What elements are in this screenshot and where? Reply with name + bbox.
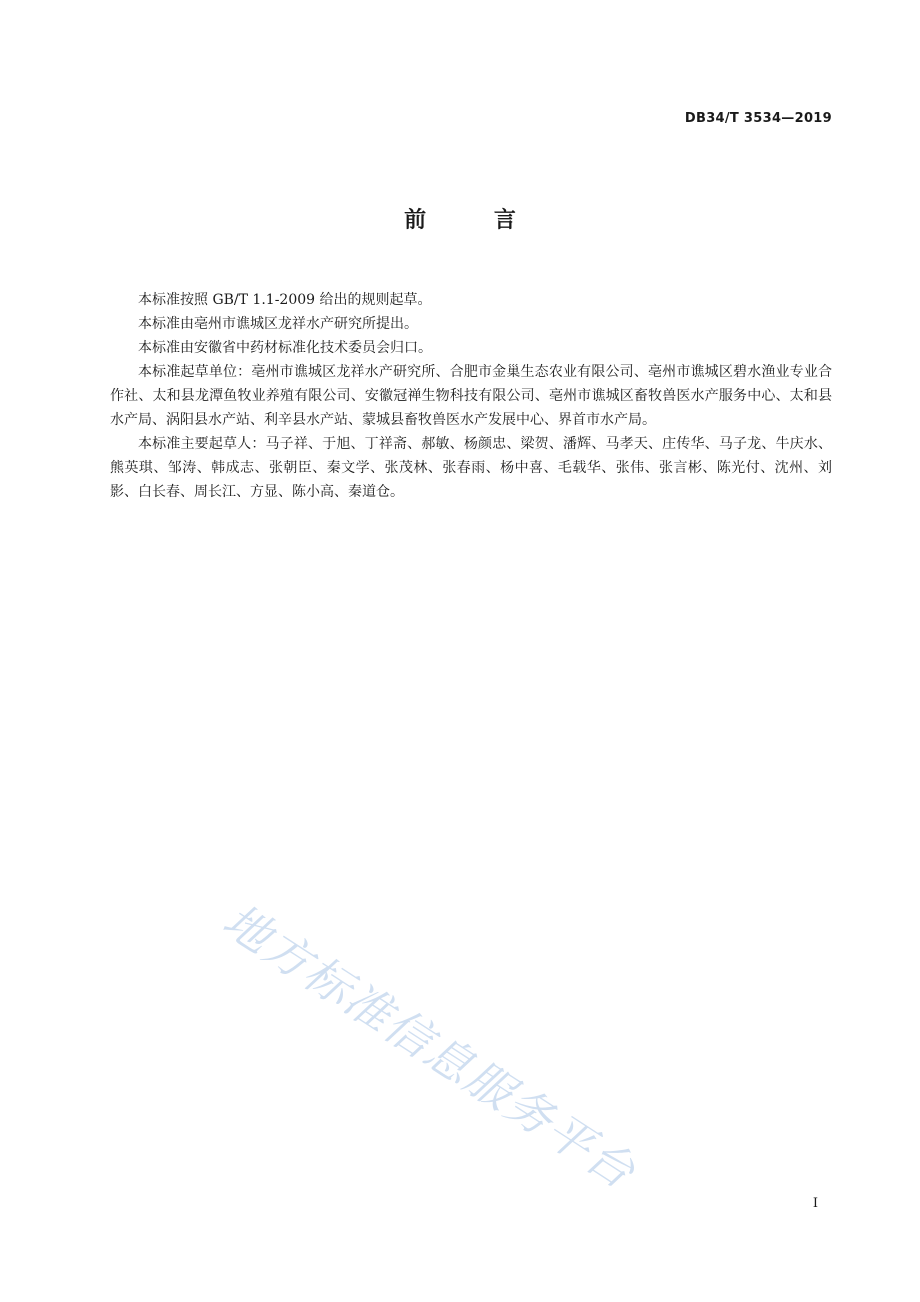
page-title: 前 言 xyxy=(404,208,546,233)
standard-code: DB34/T 3534—2019 xyxy=(684,111,832,126)
foreword-body xyxy=(110,288,832,504)
paragraph-committee: 本标准由安徽省中药材标准化技术委员会归口。 xyxy=(138,340,432,356)
paragraph-drafting-rules: 本标准按照 GB/T 1.1-2009 给出的规则起草。 xyxy=(138,292,432,308)
paragraph-drafters: 本标准主要起草人：马子祥、于旭、丁祥斋、郝敏、杨颜忠、梁贺、潘辉、马孝天、庄传华、马子龙、牛庆水、熊英琪、邹涛、韩成志、张朝臣、秦文学、张茂林、张春雨、杨中喜、毛载华、张伟、张言彬、陈光付、沈州、刘影、白长春、周长江、方显、陈小高、秦道仓。 xyxy=(110,436,832,500)
paragraph-proposer: 本标准由亳州市谯城区龙祥水产研究所提出。 xyxy=(138,316,418,332)
watermark: 地方标准信息服务平台 xyxy=(213,892,646,1200)
page-number: I xyxy=(812,1196,818,1211)
paragraph-drafting-units: 本标准起草单位：亳州市谯城区龙祥水产研究所、合肥市金巢生态农业有限公司、亳州市谯城区碧水渔业专业合作社、太和县龙潭鱼牧业养殖有限公司、安徽冠禅生物科技有限公司、亳州市谯城区畜牧兽医水产服务中心、太和县水产局、涡阳县水产站、利辛县水产站、蒙城县畜牧兽医水产发展中心、界首市水产局。 xyxy=(110,364,832,428)
